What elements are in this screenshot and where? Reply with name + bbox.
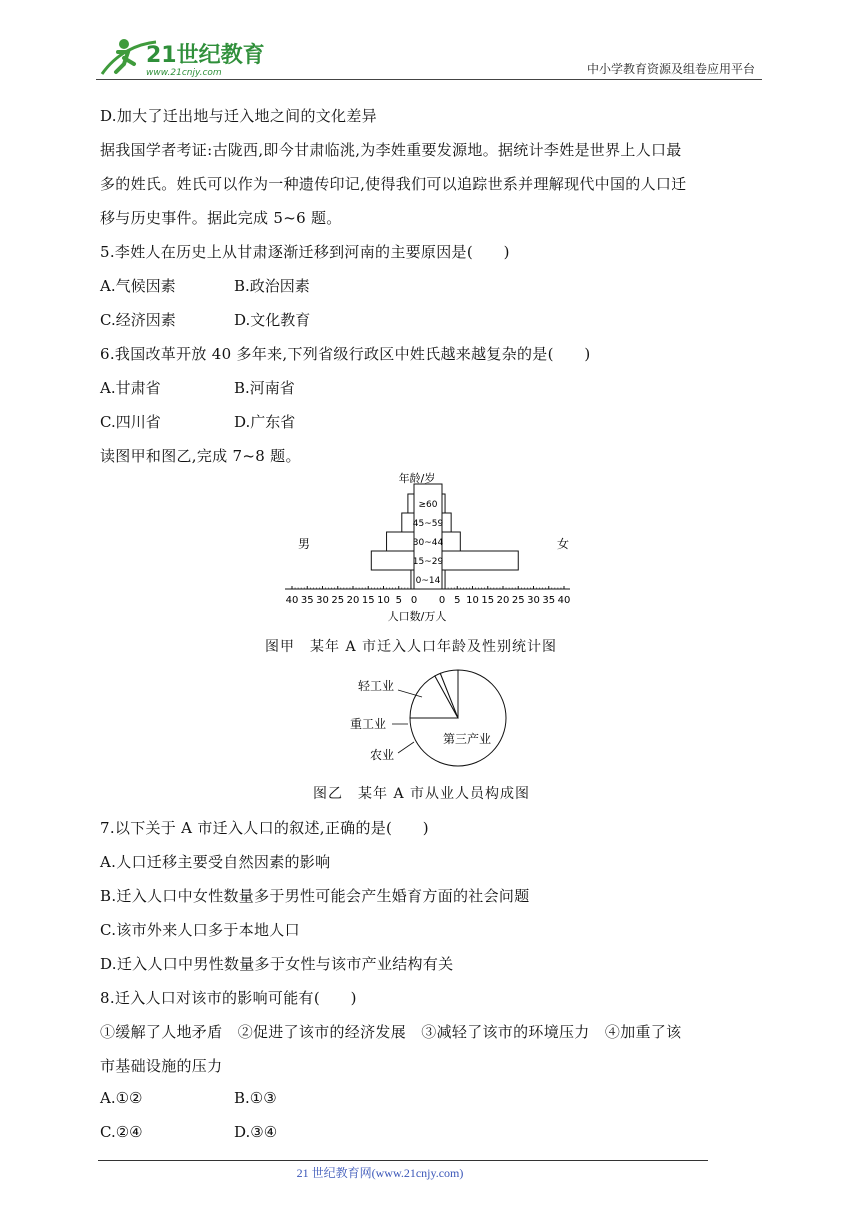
female-label: 女 [556,537,570,551]
x-tick-label: 30 [527,595,540,606]
option-7b: B.迁入人口中女性数量多于男性可能会产生婚育方面的社会问题 [100,887,530,905]
x-tick-label: 25 [511,595,525,606]
age-label-1: 15~29 [412,557,444,567]
logo-text: 21世纪教育 [146,43,265,68]
employment-pie-chart [340,665,520,775]
female-bar-1 [442,551,518,570]
option-5a: A.气候因素 [100,277,176,295]
male-bar-4 [408,494,414,513]
figure-a-caption: 图甲 某年 A 市迁入人口年龄及性别统计图 [265,639,558,655]
age-label-4: ≥60 [418,500,438,510]
question-7: 7.以下关于 A 市迁入人口的叙述,正确的是( ) [100,819,429,837]
x-tick-label: 40 [285,595,299,606]
x-tick-label: 5 [395,595,402,606]
x-tick-label: 20 [496,595,510,606]
x-tick-label: 25 [331,595,345,606]
age-label-0: 0~14 [415,576,441,586]
x-tick-label: 35 [542,595,556,606]
platform-name: 中小学教育资源及组卷应用平台 [586,62,755,76]
site-logo [96,34,266,80]
population-pyramid-chart [280,468,580,628]
footer-text: 21 世纪教育网(www.21cnjy.com) [296,1166,464,1180]
x-tick-label: 0 [438,595,446,606]
x-axis-title: 人口数/万人 [387,610,447,623]
logo-url: www.21cnjy.com [146,68,222,78]
footer-divider [98,1160,708,1161]
option-4d: D.加大了迁出地与迁入地之间的文化差异 [100,107,377,125]
male-label: 男 [297,537,311,551]
passage-line-2: 多的姓氏。姓氏可以作为一种遗传印记,使得我们可以追踪世系并理解现代中国的人口迁 [100,175,687,193]
male-bar-2 [387,532,414,551]
header-divider [96,79,762,80]
heavy-industry-label: 重工业 [350,717,387,731]
option-6d: D.广东省 [234,413,296,431]
option-8a: A.①② [100,1089,143,1107]
x-tick-label: 40 [557,595,571,606]
female-bar-2 [442,532,460,551]
option-6b: B.河南省 [234,379,295,397]
option-5d: D.文化教育 [234,311,311,329]
option-8b: B.①③ [234,1089,277,1107]
option-7c: C.该市外来人口多于本地人口 [100,921,300,939]
x-tick-label: 35 [300,595,314,606]
option-6c: C.四川省 [100,413,161,431]
x-tick-label: 10 [377,595,390,606]
age-label-3: 45~59 [412,519,444,529]
question-8-statements-1: ①缓解了人地矛盾 ②促进了该市的经济发展 ③减轻了该市的环境压力 ④加重了该 [100,1023,682,1041]
agriculture-leader [398,742,414,753]
x-tick-label: 10 [466,595,479,606]
question-6: 6.我国改革开放 40 多年来,下列省级行政区中姓氏越来越复杂的是( ) [100,345,591,363]
question-5: 5.李姓人在历史上从甘肃逐渐迁移到河南的主要原因是( ) [100,243,510,261]
x-tick-label: 30 [316,595,329,606]
question-8-statements-2: 市基础设施的压力 [100,1057,223,1075]
light-industry-label: 轻工业 [358,679,395,693]
tertiary-label: 第三产业 [443,732,492,746]
male-bar-1 [371,551,414,570]
figure-b-caption: 图乙 某年 A 市从业人员构成图 [313,786,531,802]
option-5c: C.经济因素 [100,311,176,329]
option-7d: D.迁入人口中男性数量多于女性与该市产业结构有关 [100,955,454,973]
option-6a: A.甘肃省 [100,379,161,397]
agriculture-label: 农业 [370,748,395,762]
question-8: 8.迁入人口对该市的影响可能有( ) [100,989,357,1007]
x-tick-label: 5 [454,595,461,606]
female-bar-3 [442,513,451,532]
x-tick-label: 15 [361,595,375,606]
option-7a: A.人口迁移主要受自然因素的影响 [100,853,331,871]
passage-line-1: 据我国学者考证:古陇西,即今甘肃临洮,为李姓重要发源地。据统计李姓是世界上人口最 [100,141,682,159]
y-axis-title: 年龄/岁 [398,472,436,485]
option-5b: B.政治因素 [234,277,310,295]
x-tick-label: 20 [346,595,360,606]
x-tick-label: 0 [410,595,418,606]
passage-line-3: 移与历史事件。据此完成 5~6 题。 [100,209,342,227]
option-8d: D.③④ [234,1123,278,1141]
intro-7-8: 读图甲和图乙,完成 7~8 题。 [100,447,301,465]
x-tick-label: 15 [481,595,495,606]
age-label-2: 30~44 [412,538,444,548]
option-8c: C.②④ [100,1123,143,1141]
